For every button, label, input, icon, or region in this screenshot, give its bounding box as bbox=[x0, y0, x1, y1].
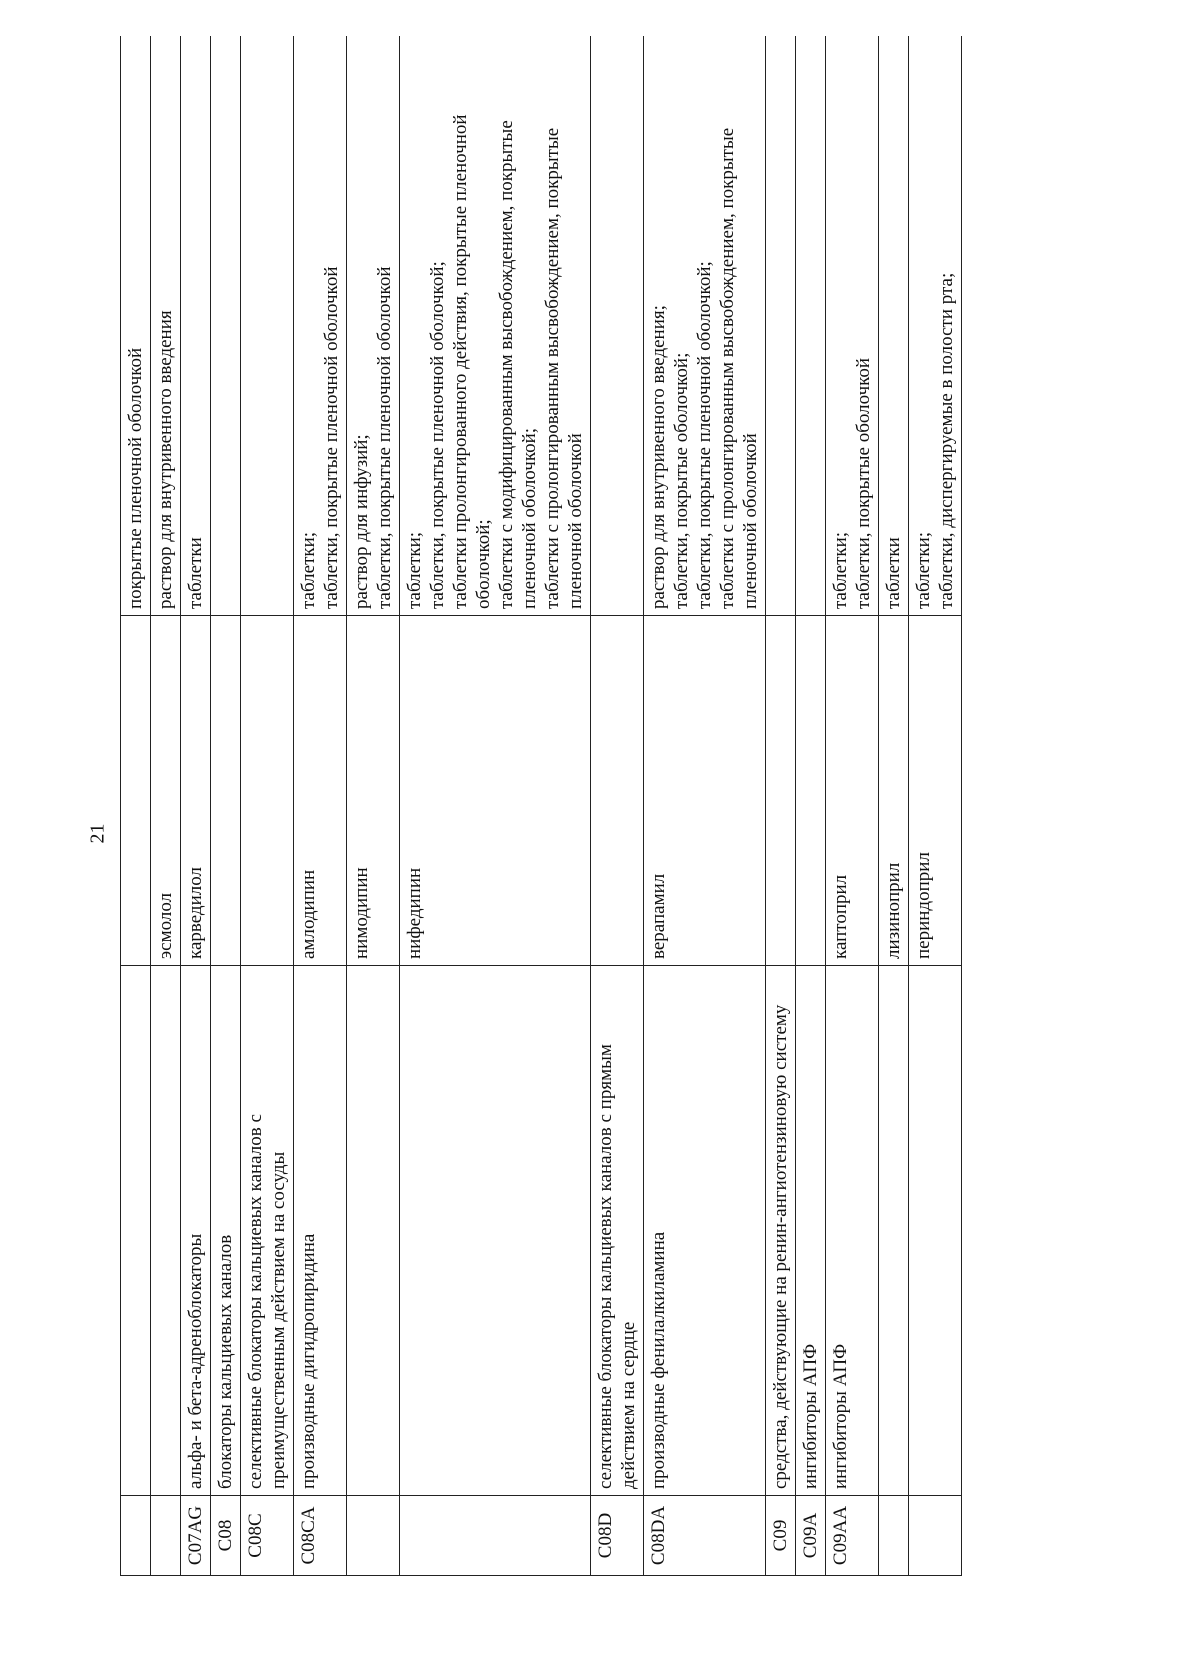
drug-name-cell: амлодипин bbox=[294, 616, 347, 966]
dosage-forms-cell bbox=[121, 36, 151, 616]
atc-code-cell bbox=[151, 1496, 181, 1576]
drug-table bbox=[120, 36, 962, 1576]
dosage-forms-cell bbox=[644, 36, 766, 616]
group-cell: селективные блокаторы кальциевых каналов с преимущественным действием на сосуды bbox=[241, 966, 294, 1496]
dosage-forms-cell bbox=[909, 36, 962, 616]
drug-name-cell: эсмолол bbox=[151, 616, 181, 966]
drug-name-cell bbox=[211, 616, 241, 966]
dosage-form-line: раствор для внутривенного введения; bbox=[648, 305, 669, 609]
atc-code-cell: C09AA bbox=[826, 1496, 879, 1576]
dosage-forms-cell bbox=[181, 36, 211, 616]
dosage-forms-cell bbox=[241, 36, 294, 616]
dosage-form-line: таблетки с пролонгированным высвобождением, покрытые пленочной оболочкой bbox=[542, 127, 586, 609]
dosage-forms-cell bbox=[211, 36, 241, 616]
atc-code-cell: C08 bbox=[211, 1496, 241, 1576]
group-cell: производные фенилалкиламина bbox=[644, 966, 766, 1496]
table-row bbox=[879, 36, 909, 1576]
group-cell: альфа- и бета-адреноблокаторы bbox=[181, 966, 211, 1496]
table-row bbox=[826, 36, 879, 1576]
group-cell bbox=[400, 966, 591, 1496]
dosage-form-line: таблетки bbox=[185, 537, 206, 609]
group-cell: ингибиторы АПФ bbox=[796, 966, 826, 1496]
group-cell: производные дигидропиридина bbox=[294, 966, 347, 1496]
page-viewport bbox=[120, 36, 1080, 1576]
drug-name-cell bbox=[796, 616, 826, 966]
table-row bbox=[347, 36, 400, 1576]
drug-name-cell: карведилол bbox=[181, 616, 211, 966]
group-cell bbox=[121, 966, 151, 1496]
table-row bbox=[211, 36, 241, 1576]
atc-code-cell: C09A bbox=[796, 1496, 826, 1576]
dosage-forms-cell bbox=[879, 36, 909, 616]
dosage-form-line: таблетки, покрытые оболочкой; bbox=[671, 352, 692, 609]
drug-name-cell bbox=[121, 616, 151, 966]
dosage-forms-cell bbox=[826, 36, 879, 616]
dosage-form-line: таблетки, диспергируемые в полости рта; bbox=[936, 272, 957, 609]
dosage-form-line: таблетки с пролонгированным высвобождением, покрытые пленочной оболочкой bbox=[717, 127, 761, 609]
table-row bbox=[121, 36, 151, 1576]
dosage-form-line: таблетки с модифицированным высвобождением, покрытые пленочной оболочкой; bbox=[496, 120, 540, 609]
atc-code-cell bbox=[347, 1496, 400, 1576]
dosage-forms-cell bbox=[591, 36, 644, 616]
group-cell bbox=[347, 966, 400, 1496]
dosage-form-line: таблетки пролонгированного действия, покрытые пленочной оболочкой; bbox=[450, 114, 494, 609]
dosage-form-line: таблетки, покрытые пленочной оболочкой bbox=[374, 266, 395, 609]
table-row bbox=[400, 36, 591, 1576]
table-row bbox=[294, 36, 347, 1576]
group-cell bbox=[909, 966, 962, 1496]
dosage-forms-cell bbox=[151, 36, 181, 616]
dosage-form-line: таблетки, покрытые оболочкой bbox=[853, 357, 874, 609]
table-row bbox=[909, 36, 962, 1576]
dosage-form-line: таблетки, покрытые пленочной оболочкой bbox=[321, 266, 342, 609]
dosage-forms-cell bbox=[400, 36, 591, 616]
drug-name-cell: нимодипин bbox=[347, 616, 400, 966]
dosage-forms-cell bbox=[766, 36, 796, 616]
dosage-form-line: таблетки, покрытые пленочной оболочкой; bbox=[427, 261, 448, 609]
group-cell: средства, действующие на ренин-ангиотензиновую систему bbox=[766, 966, 796, 1496]
group-cell bbox=[879, 966, 909, 1496]
page-number: 21 bbox=[86, 823, 109, 844]
group-cell: блокаторы кальциевых каналов bbox=[211, 966, 241, 1496]
dosage-form-line: таблетки bbox=[883, 537, 904, 609]
atc-code-cell: C08CA bbox=[294, 1496, 347, 1576]
atc-code-cell bbox=[400, 1496, 591, 1576]
table-row bbox=[766, 36, 796, 1576]
dosage-forms-cell bbox=[347, 36, 400, 616]
atc-code-cell bbox=[879, 1496, 909, 1576]
atc-code-cell: C08DA bbox=[644, 1496, 766, 1576]
table-row bbox=[151, 36, 181, 1576]
atc-code-cell: C08D bbox=[591, 1496, 644, 1576]
atc-code-cell bbox=[909, 1496, 962, 1576]
dosage-form-line: таблетки; bbox=[298, 531, 319, 609]
dosage-form-line: таблетки; bbox=[913, 531, 934, 609]
drug-name-cell: нифедипин bbox=[400, 616, 591, 966]
drug-name-cell bbox=[241, 616, 294, 966]
group-cell: ингибиторы АПФ bbox=[826, 966, 879, 1496]
rotated-page bbox=[120, 36, 1080, 1576]
table-row bbox=[796, 36, 826, 1576]
drug-name-cell bbox=[591, 616, 644, 966]
dosage-form-line: таблетки, покрытые пленочной оболочкой; bbox=[694, 261, 715, 609]
drug-name-cell: верапамил bbox=[644, 616, 766, 966]
atc-code-cell: C09 bbox=[766, 1496, 796, 1576]
dosage-form-line: раствор для инфузий; bbox=[351, 434, 372, 609]
group-cell: селективные блокаторы кальциевых каналов с прямым действием на сердце bbox=[591, 966, 644, 1496]
table-row bbox=[241, 36, 294, 1576]
atc-code-cell bbox=[121, 1496, 151, 1576]
dosage-form-line: раствор для внутривенного введения bbox=[155, 310, 176, 609]
table-row bbox=[181, 36, 211, 1576]
drug-name-cell: лизиноприл bbox=[879, 616, 909, 966]
drug-name-cell: периндоприл bbox=[909, 616, 962, 966]
drug-table-body bbox=[121, 36, 962, 1576]
table-row bbox=[591, 36, 644, 1576]
dosage-form-line: покрытые пленочной оболочкой bbox=[125, 347, 146, 609]
dosage-forms-cell bbox=[294, 36, 347, 616]
atc-code-cell: C07AG bbox=[181, 1496, 211, 1576]
dosage-form-line: таблетки; bbox=[830, 531, 851, 609]
table-row bbox=[644, 36, 766, 1576]
atc-code-cell: C08C bbox=[241, 1496, 294, 1576]
drug-name-cell bbox=[766, 616, 796, 966]
dosage-form-line: таблетки; bbox=[404, 531, 425, 609]
dosage-forms-cell bbox=[796, 36, 826, 616]
drug-name-cell: каптоприл bbox=[826, 616, 879, 966]
group-cell bbox=[151, 966, 181, 1496]
